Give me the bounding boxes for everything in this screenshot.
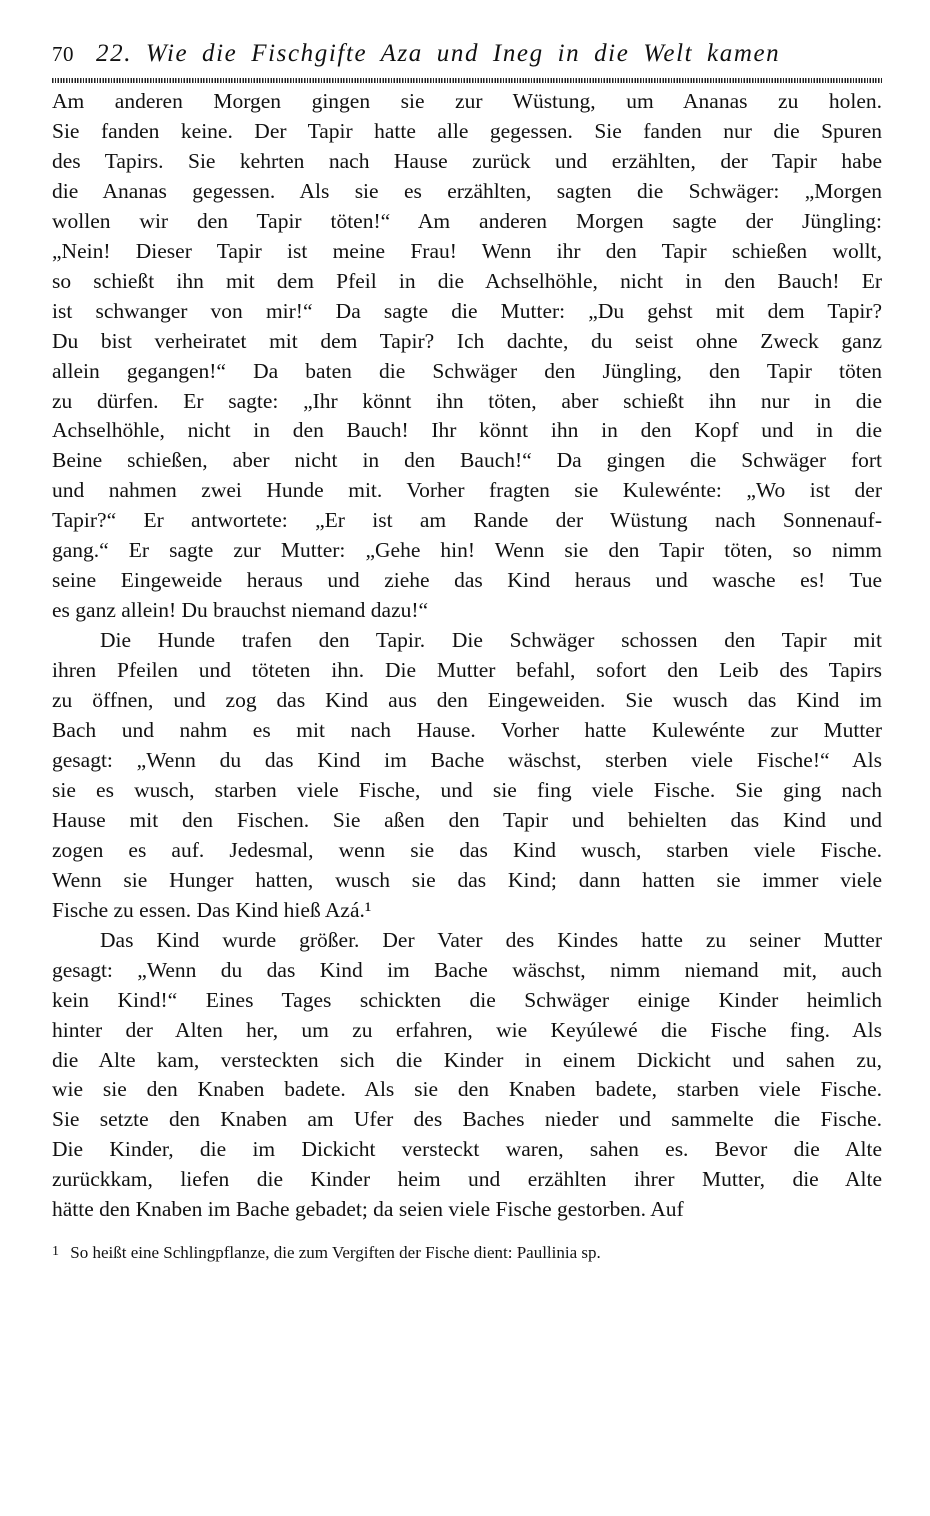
text-line: „Nein! Dieser Tapir ist meine Frau! Wenn ihr den Tapir schießen wollt, — [52, 238, 882, 263]
book-page — [52, 40, 882, 1264]
text-line: so schießt ihn mit dem Pfeil in die Achselhöhle, nicht in den Bauch! Er — [52, 268, 882, 293]
footnote-text: So heißt eine Schlingpflanze, die zum Vergiften der Fische dient: Paullinia sp. — [70, 1243, 601, 1263]
text-line: Wenn sie Hunger hatten, wusch sie das Kind; dann hatten sie immer viele — [52, 867, 882, 892]
text-line: Am anderen Morgen gingen sie zur Wüstung, um Ananas zu holen. — [52, 89, 882, 113]
text-line: ist schwanger von mir!“ Da sagte die Mutter: „Du gehst mit dem Tapir? — [52, 298, 882, 323]
page-header — [52, 40, 882, 76]
text-line: des Tapirs. Sie kehrten nach Hause zurück und erzählten, der Tapir habe — [52, 148, 882, 173]
text-line: gesagt: „Wenn du das Kind im Bache wäschst, nimm niemand mit, auch — [52, 957, 882, 982]
text-line: Tapir?“ Er antwortete: „Er ist am Rande der Wüstung nach Sonnenauf- — [52, 508, 882, 533]
text-line: wollen wir den Tapir töten!“ Am anderen Morgen sagte der Jüngling: — [52, 208, 882, 233]
paragraph — [52, 926, 882, 1226]
running-title: 22. Wie die Fischgifte Aza und Ineg in die Welt kamen — [96, 40, 781, 67]
text-line: Die Hunde trafen den Tapir. Die Schwäger schossen den Tapir mit — [100, 628, 882, 653]
text-line: gang.“ Er sagte zur Mutter: „Gehe hin! Wenn sie den Tapir töten, so nimm — [52, 538, 882, 563]
text-line: Das Kind wurde größer. Der Vater des Kindes hatte zu seiner Mutter — [100, 927, 882, 952]
paragraph — [52, 626, 882, 926]
text-line: Beine schießen, aber nicht in den Bauch!“ Da gingen die Schwäger fort — [52, 448, 882, 473]
text-line: sie es wusch, starben viele Fische, und sie fing viele Fische. Sie ging nach — [52, 777, 882, 802]
text-line: und nahmen zwei Hunde mit. Vorher fragten sie Kulewénte: „Wo ist der — [52, 478, 882, 503]
text-line: hätte den Knaben im Bache gebadet; da seien viele Fische gestorben. Auf — [52, 1197, 684, 1222]
text-line: Achselhöhle, nicht in den Bauch! Ihr könnt ihn in den Kopf und in die — [52, 418, 882, 443]
text-line: zu dürfen. Er sagte: „Ihr könnt ihn töten, aber schießt ihn nur in die — [52, 388, 882, 413]
text-line: zurückkam, liefen die Kinder heim und erzählten ihrer Mutter, die Alte — [52, 1167, 882, 1192]
text-line: ihren Pfeilen und töteten ihn. Die Mutter befahl, sofort den Leib des Tapirs — [52, 658, 882, 683]
text-line: Hause mit den Fischen. Sie aßen den Tapir und behielten das Kind und — [52, 807, 882, 832]
text-line: es ganz allein! Du brauchst niemand dazu!“ — [52, 598, 429, 623]
footnote-mark: 1 — [52, 1244, 59, 1260]
text-line: Sie fanden keine. Der Tapir hatte alle gegessen. Sie fanden nur die Spuren — [52, 118, 882, 143]
footnote — [52, 1241, 882, 1264]
text-line: allein gegangen!“ Da baten die Schwäger den Jüngling, den Tapir töten — [52, 358, 882, 383]
text-line: Sie setzte den Knaben am Ufer des Baches nieder und sammelte die Fische. — [52, 1107, 882, 1132]
text-line: zu öffnen, und zog das Kind aus den Eingeweiden. Sie wusch das Kind im — [52, 688, 882, 713]
text-line: seine Eingeweide heraus und ziehe das Kind heraus und wasche es! Tue — [52, 568, 882, 593]
text-line: gesagt: „Wenn du das Kind im Bache wäschst, sterben viele Fische!“ Als — [52, 747, 882, 772]
text-line: Fische zu essen. Das Kind hieß Azá.¹ — [52, 897, 372, 922]
text-line: hinter der Alten her, um zu erfahren, wie Keyúlewé die Fische fing. Als — [52, 1017, 882, 1042]
text-line: die Ananas gegessen. Als sie es erzählten, sagten die Schwäger: „Morgen — [52, 178, 882, 203]
text-line: kein Kind!“ Eines Tages schickten die Schwäger einige Kinder heimlich — [52, 987, 882, 1012]
text-line: Die Kinder, die im Dickicht versteckt waren, sahen es. Bevor die Alte — [52, 1137, 882, 1162]
text-line: die Alte kam, versteckten sich die Kinder in einem Dickicht und sahen zu, — [52, 1047, 882, 1072]
page-number: 70 — [52, 42, 74, 66]
paragraph — [52, 87, 882, 626]
text-line: Bach und nahm es mit nach Hause. Vorher hatte Kulewénte zur Mutter — [52, 718, 882, 743]
text-line: zogen es auf. Jedesmal, wenn sie das Kind wusch, starben viele Fische. — [52, 837, 882, 862]
header-rule — [52, 78, 882, 83]
body-text — [52, 87, 882, 1225]
text-line: wie sie den Knaben badete. Als sie den Knaben badete, starben viele Fische. — [52, 1077, 882, 1102]
text-line: Du bist verheiratet mit dem Tapir? Ich dachte, du seist ohne Zweck ganz — [52, 328, 882, 353]
